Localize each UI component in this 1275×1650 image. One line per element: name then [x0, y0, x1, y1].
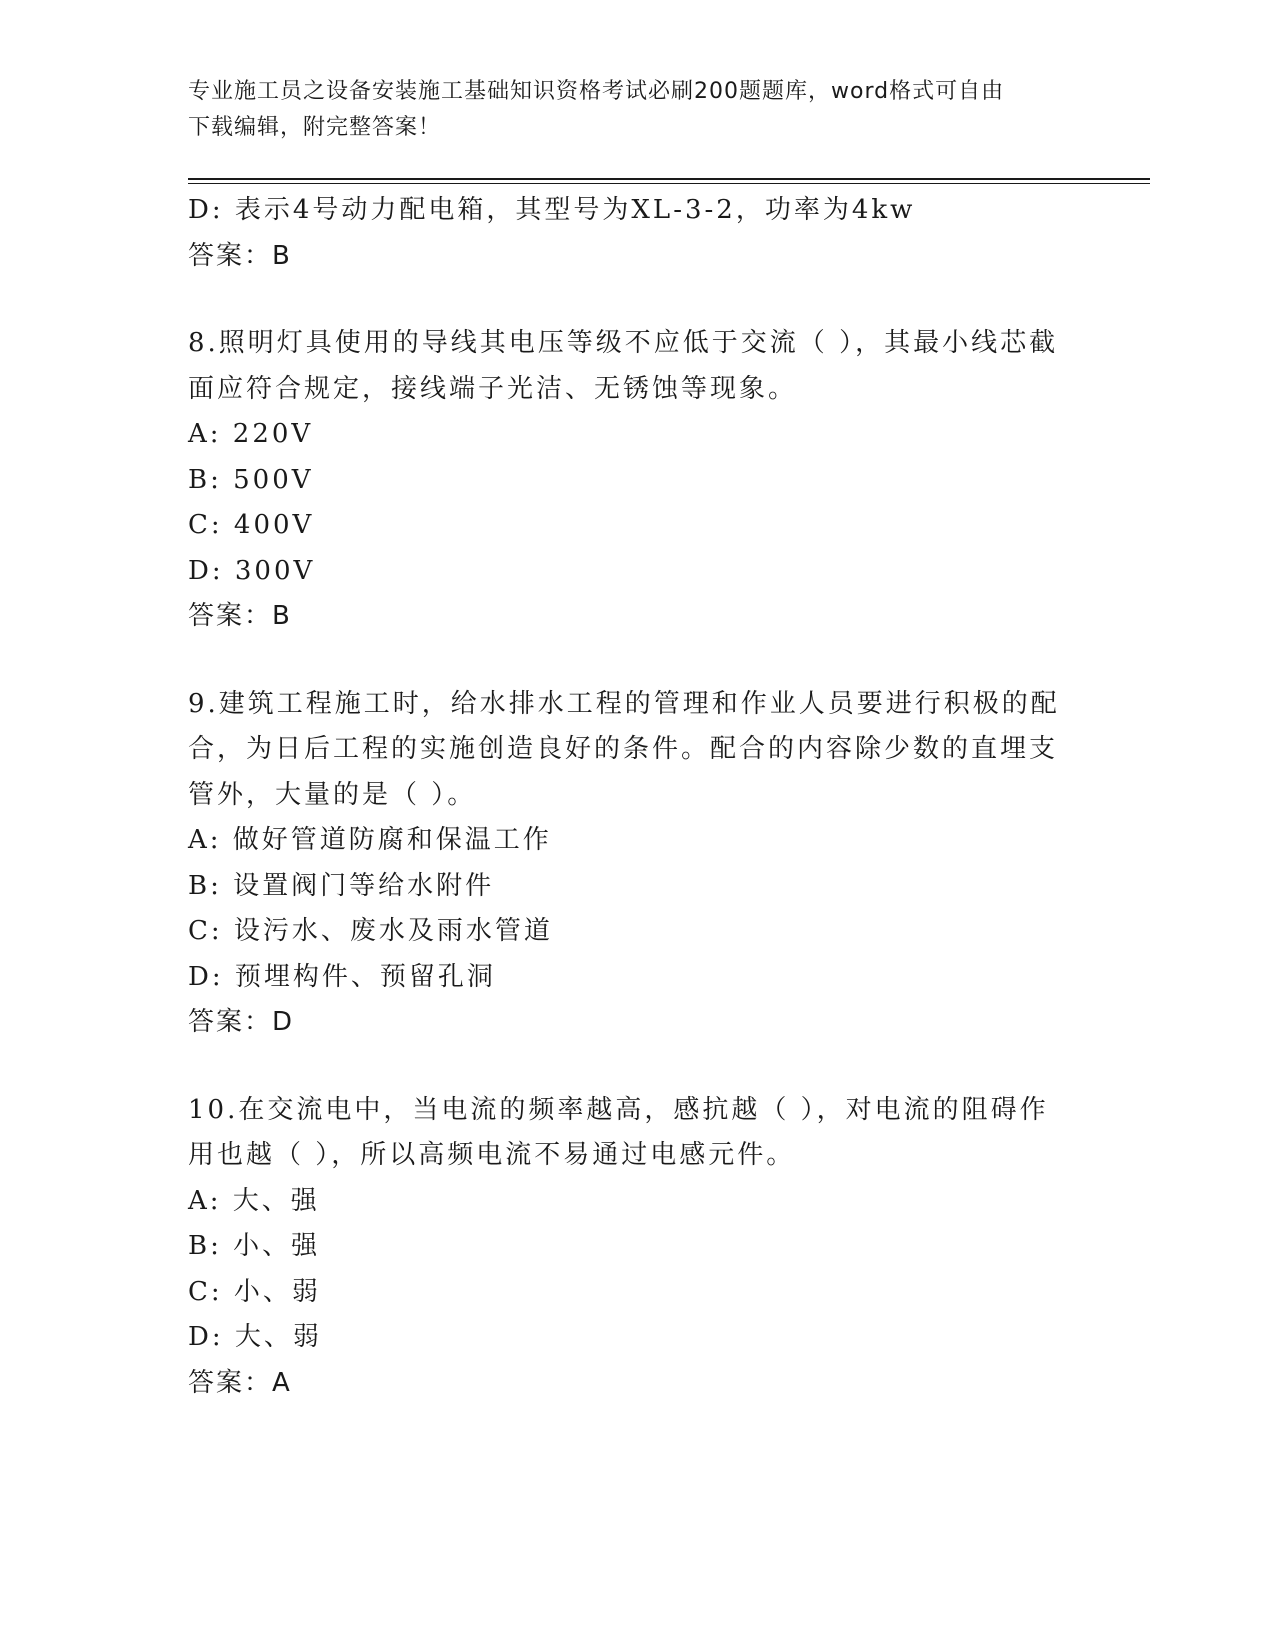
q8-option-b: B: 500V: [188, 464, 314, 495]
q9-stem-line-2: 合，为日后工程的实施创造良好的条件。配合的内容除少数的直埋支: [188, 734, 1059, 764]
q10-option-a: A: 大、强: [188, 1185, 320, 1216]
q9-option-d: D: 预埋构件、预留孔洞: [188, 961, 496, 992]
spacer: [188, 1046, 1088, 1088]
q10-option-d: D: 大、弱: [188, 1322, 322, 1352]
q9-stem-line-3: 管外，大量的是（ ）。: [188, 779, 477, 810]
header-line-1: 专业施工员之设备安装施工基础知识资格考试必刷200题题库，word格式可自由: [188, 79, 1005, 104]
q10-stem-line-1: 10.在交流电中，当电流的频率越高，感抗越（ ），对电流的阻碍作: [188, 1094, 1049, 1125]
header-divider-thin: [188, 183, 1150, 184]
q8-option-a: A: 220V: [188, 419, 314, 449]
q9-option-a: A: 做好管道防腐和保温工作: [188, 825, 552, 855]
q10-answer: 答案：A: [188, 1367, 292, 1398]
spacer: [188, 279, 1088, 321]
q8-answer: 答案：B: [188, 601, 292, 631]
document-header: [188, 74, 1068, 146]
q10-option-b: B: 小、强: [188, 1231, 321, 1261]
spacer: [188, 640, 1088, 682]
question-8: [188, 321, 1088, 640]
q10-stem-line-2: 用也越（ ），所以高频电流不易通过电感元件。: [188, 1140, 796, 1170]
q8-option-c: C: 400V: [188, 510, 315, 540]
q9-answer: 答案：D: [188, 1007, 295, 1037]
prev-answer: 答案：B: [188, 240, 292, 271]
header-divider-thick: [188, 178, 1150, 180]
q8-option-d: D: 300V: [188, 555, 316, 586]
q8-stem-line-2: 面应符合规定，接线端子光洁、无锈蚀等现象。: [188, 373, 798, 404]
question-10: [188, 1088, 1088, 1407]
q10-option-c: C: 小、弱: [188, 1276, 321, 1307]
question-9: [188, 682, 1088, 1046]
q9-option-b: B: 设置阀门等给水附件: [188, 870, 495, 901]
q8-stem-line-1: 8.照明灯具使用的导线其电压等级不应低于交流（ ），其最小线芯截: [188, 328, 1059, 358]
q9-option-c: C: 设污水、废水及雨水管道: [188, 916, 553, 946]
question-content: [188, 188, 1088, 1406]
prev-question-block: [188, 188, 1088, 279]
q9-stem-line-1: 9.建筑工程施工时，给水排水工程的管理和作业人员要进行积极的配: [188, 688, 1060, 719]
header-line-2: 下载编辑，附完整答案！: [188, 115, 442, 140]
prev-option-d: D: 表示4号动力配电箱，其型号为XL-3-2，功率为4kw: [188, 195, 916, 225]
